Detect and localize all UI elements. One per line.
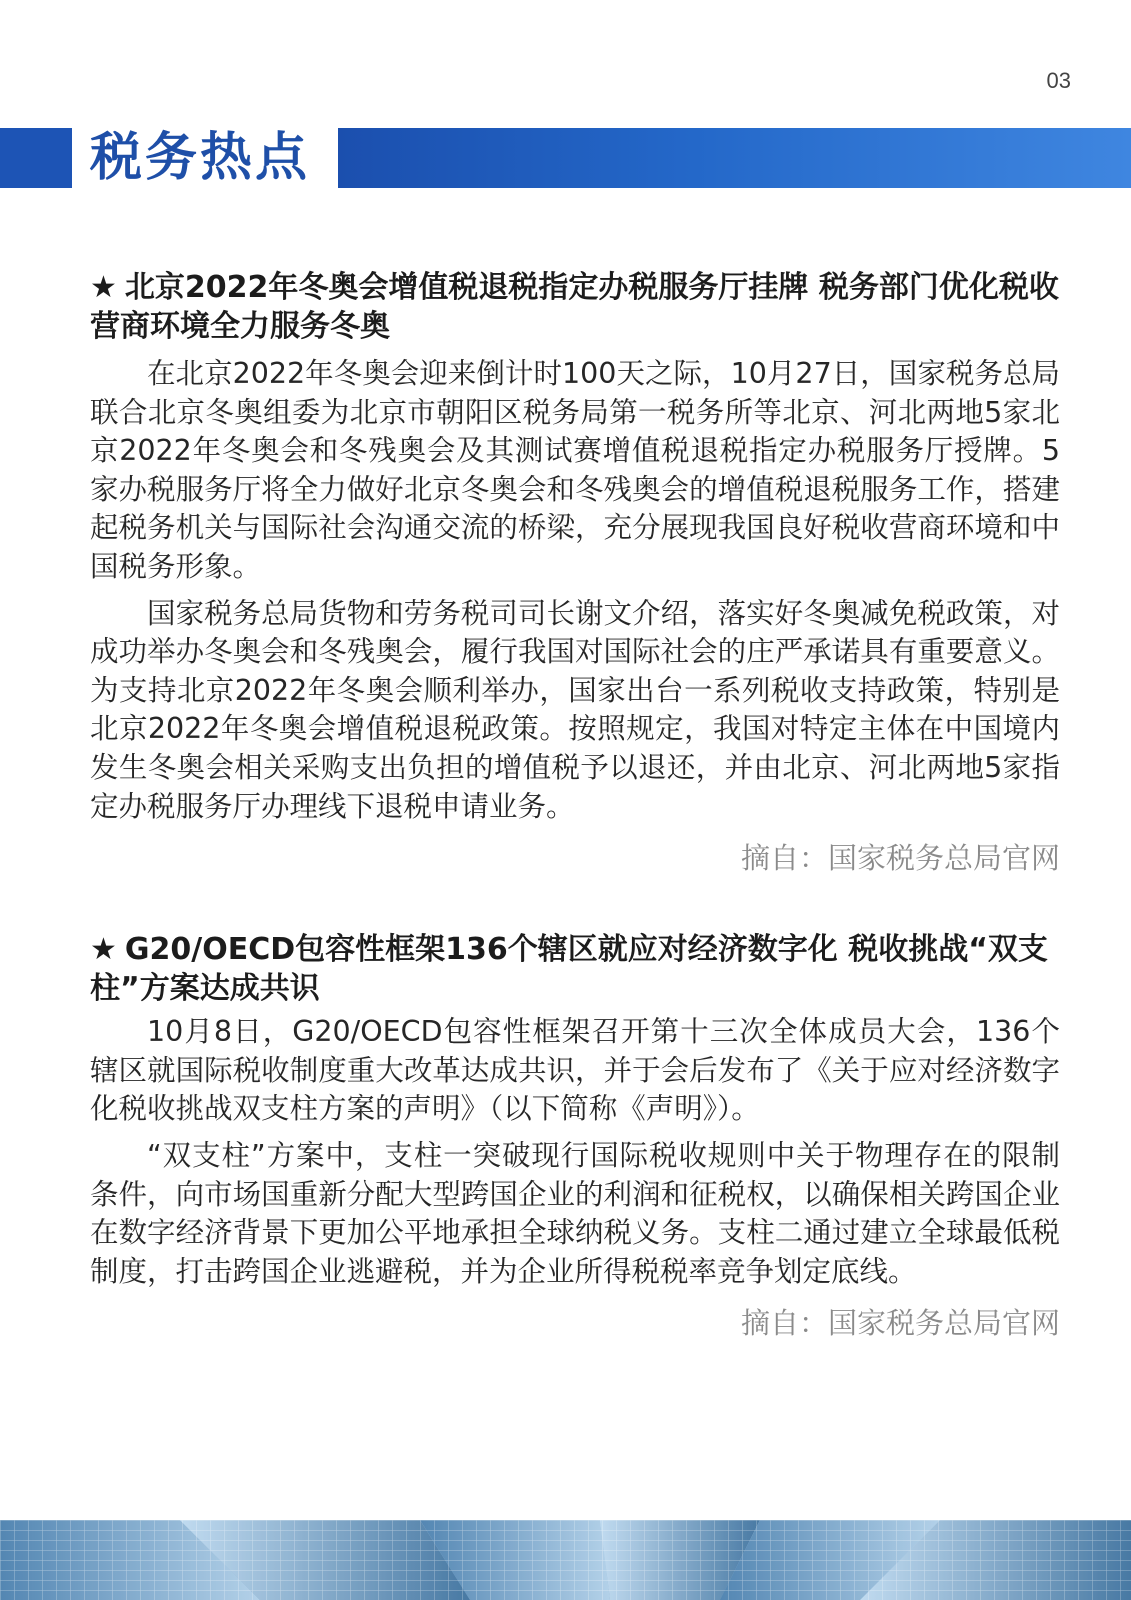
article-paragraph: 10月8日，G20/OECD包容性框架召开第十三次全体成员大会，136个辖区就国际税收制度重大改革达成共识，并于会后发布了《关于应对经济数字化税收挑战双支柱方案的声明》（以下简称《声明》）。 xyxy=(90,1015,1060,1126)
article-source: 摘自：国家税务总局官网 xyxy=(740,1306,1060,1341)
article-paragraph: 在北京2022年冬奥会迎来倒计时100天之际，10月27日，国家税务总局联合北京冬奥组委为北京市朝阳区税务局第一税务所等北京、河北两地5家北京2022年冬奥会和冬残奥会及其测试赛增值税退税指定办税服务厅授牌。5家办税服务厅将全力做好北京冬奥会和冬残奥会的增值税退税服务工作，搭建起税务机关与国际社会沟通交流的桥梁，充分展现我国良好税收营商环境和中国税务形象。 xyxy=(90,357,1060,583)
article-g20-oecd xyxy=(90,930,1060,1343)
article-winter-olympics xyxy=(90,268,1060,878)
article-title xyxy=(90,268,1060,346)
article-paragraph: 国家税务总局货物和劳务税司司长谢文介绍，落实好冬奥减免税政策，对成功举办冬奥会和冬残奥会，履行我国对国际社会的庄严承诺具有重要意义。为支持北京2022年冬奥会顺利举办，国家出台一系列税收支持政策，特别是北京2022年冬奥会增值税退税政策。按照规定，我国对特定主体在中国境内发生冬奥会相关采购支出负担的增值税予以退还，并由北京、河北两地5家指定办税服务厅办理线下退税申请业务。 xyxy=(90,596,1060,823)
footer-skyscraper-graphic xyxy=(0,1520,1131,1600)
article-paragraph: “双支柱”方案中，支柱一突破现行国际税收规则中关于物理存在的限制条件，向市场国重新分配大型跨国企业的利润和征税权，以确保相关跨国企业在数字经济背景下更加公平地承担全球纳税义务。支柱二通过建立全球最低税制度，打击跨国企业逃避税，并为企业所得税税率竞争划定底线。 xyxy=(90,1138,1060,1288)
section-title: 税务热点 xyxy=(90,128,311,188)
article-title-text: G20/OECD包容性框架136个辖区就应对经济数字化 税收挑战“双支柱”方案达成共识 xyxy=(90,932,1048,1007)
article-source: 摘自：国家税务总局官网 xyxy=(740,841,1060,876)
article-title xyxy=(90,930,1060,1008)
article-title-text: 北京2022年冬奥会增值税退税指定办税服务厅挂牌 税务部门优化税收营商环境全力服务冬奥 xyxy=(90,270,1059,344)
star-icon: ★ xyxy=(90,932,117,968)
star-icon: ★ xyxy=(90,270,117,305)
article-list xyxy=(90,268,1060,1343)
page-number: 03 xyxy=(1046,68,1071,93)
header-band-left xyxy=(0,128,72,188)
footer-skyscraper-image xyxy=(0,1520,1131,1600)
header-band-right xyxy=(338,128,1131,188)
